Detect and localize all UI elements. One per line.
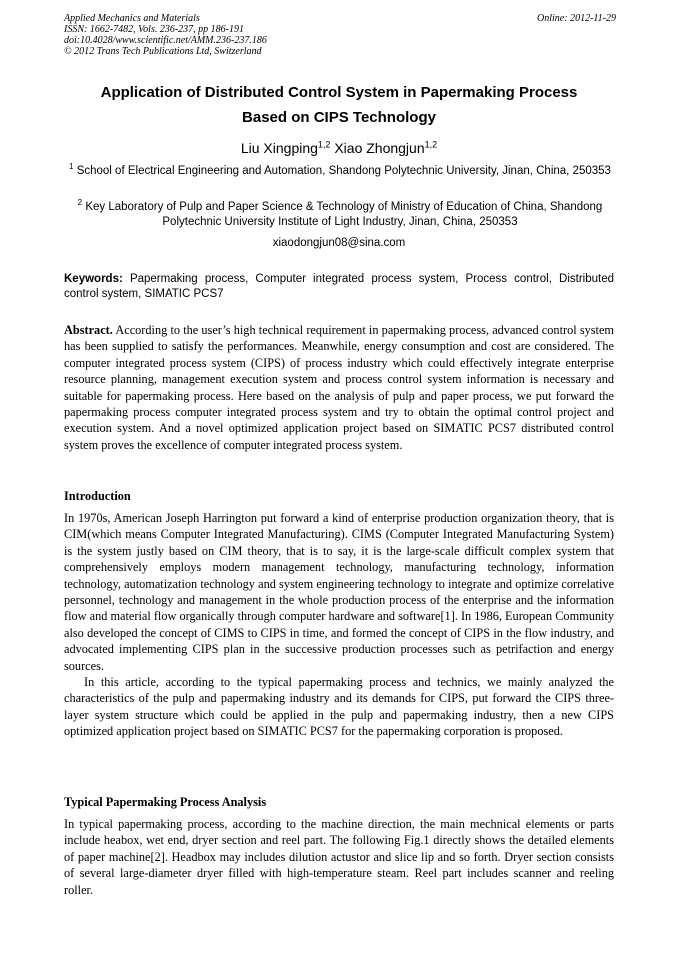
affiliation-1 [60, 164, 620, 179]
keywords-text: Papermaking process, Computer integrated process system, Process control, Distributed control system, SIMATIC PCS7 [64, 273, 614, 300]
affiliation-text: School of Electrical Engineering and Automation, Shandong Polytechnic University, Jinan, China, 250353 [76, 165, 611, 177]
author-email: xiaodongjun08@sina.com [272, 237, 406, 249]
journal-header [64, 13, 616, 57]
introduction-heading: Introduction [64, 489, 131, 503]
affiliation-mark: 2 [77, 198, 83, 208]
issn-line: ISSN: 1662-7482, Vols. 236-237, pp 186-191 [64, 24, 244, 35]
introduction-paragraph-1: In 1970s, American Joseph Harrington put forward a kind of enterprise production organization theory, that is CIM(which means Computer Integrated Manufacturing). CIMS (Computer Integrated Manufacturing System) is the system justly based on CIM theory, that is to say, it is the large-scale difficult complex system that comprehensively employs modern management technology, manufacturing technology, information technology, automatization technology and system engineering technology to integrate and optimize correlative personnel, technology and management in the whole production process of the enterprise and the information flow and material flow organically through computer hardware and software[1]. In 1986, European Community also developed the concept of CIMS to CIPS in time, and formed the concept of CIPS in the flow industry, and advocated implementing CIPS plan in the successive production processes such as petrifaction and energy sources. [64, 511, 614, 673]
typical-process-heading: Typical Papermaking Process Analysis [64, 795, 267, 809]
online-date: Online: 2012-11-29 [537, 13, 616, 24]
author-name: Liu Xingping [240, 140, 318, 156]
abstract [64, 322, 614, 453]
doi-line: doi:10.4028/www.scientific.net/AMM.236-237.186 [64, 35, 267, 46]
keywords-label: Keywords: [64, 273, 123, 285]
copyright-line: © 2012 Trans Tech Publications Ltd, Switzerland [64, 46, 262, 57]
affiliation-text: Key Laboratory of Pulp and Paper Science & Technology of Ministry of Education of China, Shandong Polytechnic University Institute of Light Industry, Jinan, China, 250353 [85, 201, 603, 228]
author-affiliation-mark: 1,2 [317, 139, 331, 150]
journal-name: Applied Mechanics and Materials [64, 13, 200, 24]
abstract-text: According to the user’s high technical requirement in papermaking process, advanced control system has been supplied to satisfy the performances. Meanwhile, energy consumption and cost are considered. The computer integrated process system (CIPS) of process industry which could effectively integrate enterprise resource planning, management execution system and process control system information is necessary and suitable for papermaking process. Here based on the analysis of pulp and paper process, we put forward the papermaking process computer integrated process system and try to obtain the optimal control project and execution system. And a novel optimized application project based on SIMATIC PCS7 distributed control system proves the excellence of computer integrated process system. [64, 323, 614, 452]
title-line-1: Application of Distributed Control System in Papermaking Process [100, 84, 578, 101]
affiliation-2 [76, 200, 604, 230]
author-affiliation-mark: 1,2 [424, 139, 438, 150]
typical-process-section [64, 816, 614, 898]
author-list [0, 138, 678, 158]
keywords [64, 272, 614, 302]
typical-process-paragraph-1: In typical papermaking process, according to the machine direction, the main mechnical elements or parts include heabox, wet end, dryer section and reel part. The following Fig.1 directly shows the detailed elements of paper machine[2]. Headbox may includes dilution actustor and slice lip and so forth. Dryer section consists of several large-diameter dryer filled with high-temperature steam. Reel part includes scanner and reeling roller. [64, 817, 614, 897]
title-line-2: Based on CIPS Technology [242, 109, 436, 126]
introduction-paragraph-2: In this article, according to the typical papermaking process and technics, we mainly analyzed the characteristics of the pulp and papermaking industry and its demands for CIPS, put forward the CIPS three-layer system structure which could be applied in the pulp and papermaking industry, then a new CIPS optimized application project based on SIMATIC PCS7 for the papermaking corporation is proposed. [64, 675, 614, 739]
author-name: Xiao Zhongjun [334, 140, 425, 156]
affiliation-mark: 1 [69, 162, 74, 172]
introduction-section [64, 510, 614, 740]
paper-title [40, 80, 638, 130]
abstract-label: Abstract. [64, 323, 113, 337]
